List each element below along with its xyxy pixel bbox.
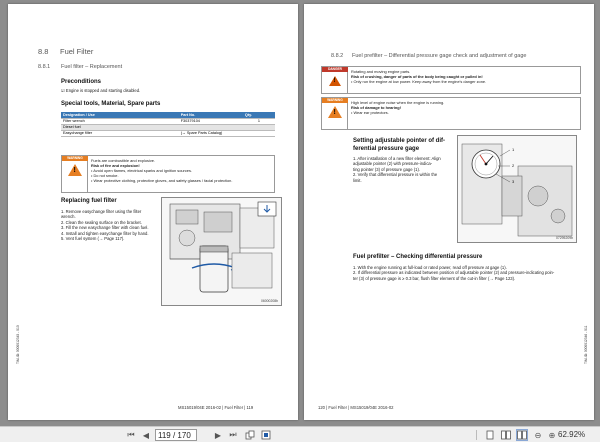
preconditions-heading: Preconditions	[61, 79, 102, 85]
table-cell	[243, 130, 275, 136]
step-line: 2. If differential pressure as indicated between position of adjustable pointer (2) and pressure-indicating poin-	[353, 270, 555, 276]
side-code: TIM-ID: 0000012346 - 011	[584, 325, 588, 364]
section-number: 8.8.2	[331, 53, 344, 59]
step-line: 1. After installation of a new filter element: Align	[353, 156, 441, 161]
warning-label: WARNING	[62, 156, 88, 161]
table-header-cell: Designation / Use	[61, 112, 179, 118]
exclamation-icon: !	[333, 78, 336, 84]
step-line: adjustable pointer (2) with pressure-indica-	[353, 161, 433, 167]
pressure-gage-drawing-icon	[458, 136, 577, 243]
precondition-text: ☑ Engine is stopped and starting disabled.	[61, 88, 141, 93]
step-line: ter (3) of pressure gage is ≥ 0.3 bar, flush filter element of the cut-in filter (→ Page 123).	[353, 275, 516, 281]
viewer-toolbar	[0, 426, 600, 442]
step-line: 1. With the engine running at full-load or rated power, read off pressure at gage (1).	[353, 265, 507, 270]
section-number: 8.8.1	[38, 64, 51, 70]
danger-line: • Only run the engine at low power. Keep away from the engine's danger zone.	[351, 79, 487, 84]
image-code: 07295209b	[556, 236, 573, 240]
zoom-out-icon[interactable]: ⊖	[534, 430, 542, 440]
scroll-icon[interactable]	[516, 429, 528, 441]
fit-icon[interactable]	[260, 429, 272, 441]
warning-line: • Wear protective clothing, protective gloves, and safety glasses / facial protection.	[91, 178, 233, 183]
last-page-icon[interactable]: ⏭	[229, 430, 237, 439]
warning-line: High level of engine noise when the engine is running.	[351, 100, 445, 105]
section-title: Fuel prefilter – Differential pressure gage check and adjustment of gage	[352, 53, 527, 59]
step-line: 2. Verify that differential pressure is within the	[353, 172, 438, 178]
replacing-steps	[61, 209, 161, 241]
step-line: 3. Fill the new easychange filter with clean fuel.	[61, 225, 149, 231]
setting-heading-line-2: ferential pressure gage	[353, 146, 420, 152]
warning-notice	[321, 97, 581, 130]
fuel-filter-illustration	[161, 197, 282, 306]
page-right	[304, 4, 594, 420]
page-footer: 120 | Fuel Filter | MS15019/04E 2016-02	[318, 405, 394, 410]
setting-heading-line-1: Setting adjustable pointer of dif-	[353, 138, 445, 144]
chapter-title: Fuel Filter	[60, 47, 94, 56]
replacing-heading: Replacing fuel filter	[61, 198, 117, 204]
prefilter-heading: Fuel prefilter – Checking differential pressure	[353, 254, 483, 260]
toolbar-separator	[476, 430, 477, 440]
table-header-cell: Part No.	[179, 112, 243, 118]
zoom-in-icon[interactable]: ⊕	[548, 430, 556, 440]
warning-line: • Do not smoke.	[91, 173, 119, 178]
warning-line: Risk of damage to hearing!	[351, 105, 401, 110]
svg-text:1: 1	[512, 147, 515, 152]
warning-body	[348, 98, 447, 129]
table-cell: 1	[243, 118, 275, 124]
exclamation-icon: !	[73, 167, 76, 174]
step-line: 1. Remove easychange filter using the filter	[61, 209, 142, 214]
danger-side	[322, 67, 348, 93]
pressure-gage-illustration	[457, 135, 577, 243]
warning-line: • Wear ear protectors.	[351, 110, 389, 115]
step-line: limit.	[353, 177, 362, 183]
warning-side	[62, 156, 88, 192]
page-left	[8, 4, 298, 420]
table-cell: (→ Spare Parts Catalog)	[179, 130, 243, 136]
warning-side	[322, 98, 348, 129]
danger-line: Risk of crushing, danger of parts of the body being caught or pulled in!	[351, 74, 483, 79]
side-code: TIM-ID: 0000012345 - 010	[16, 325, 20, 364]
single-page-icon[interactable]	[484, 429, 496, 441]
tools-heading: Special tools, Material, Spare parts	[61, 101, 161, 107]
first-page-icon[interactable]: ⏮	[127, 430, 135, 439]
warning-line: • Avoid open flames, electrical sparks and ignition sources.	[91, 168, 192, 173]
danger-line: Rotating and moving engine parts.	[351, 69, 411, 74]
zoom-level[interactable]: 62.92%	[558, 430, 586, 439]
chapter-number: 8.8	[38, 47, 49, 56]
tools-table	[61, 112, 275, 137]
warning-line: Risk of fire and explosion!	[91, 163, 140, 168]
page-footer: MS15019/04E 2016-02 | Fuel Filter | 119	[178, 405, 254, 410]
prev-page-icon[interactable]: ◀	[142, 430, 150, 440]
image-code: 06000208b	[261, 299, 278, 303]
section-title: Fuel filter – Replacement	[61, 64, 123, 70]
danger-notice	[321, 66, 581, 94]
step-line: wrench.	[61, 214, 76, 220]
svg-text:3: 3	[512, 179, 515, 184]
table-header-cell: Qty.	[243, 112, 275, 118]
table-cell: Diesel fuel	[61, 124, 179, 130]
copy-icon[interactable]	[244, 429, 256, 441]
page-number-input[interactable]	[155, 429, 197, 441]
warning-line: Fuels are combustible and explosive.	[91, 158, 156, 163]
danger-body	[348, 67, 489, 93]
warning-body	[88, 156, 235, 192]
step-line: 4. Install and tighten easychange filter by hand.	[61, 230, 149, 236]
warning-notice	[61, 155, 275, 193]
step-line: ting pointer (3) of pressure gage (1).	[353, 166, 421, 172]
table-cell: Easychange filter	[61, 130, 179, 136]
prefilter-steps	[353, 265, 583, 281]
table-row	[61, 130, 275, 136]
danger-label: DANGER	[322, 67, 348, 72]
step-line: 5. Vent fuel system (→ Page 117).	[61, 236, 125, 242]
exclamation-icon: !	[333, 109, 336, 116]
table-cell: F30379104	[179, 118, 243, 124]
setting-steps	[353, 156, 463, 183]
warning-label: WARNING	[322, 98, 348, 103]
table-cell: Filter wrench	[61, 118, 179, 124]
svg-text:2: 2	[512, 163, 515, 168]
step-line: 2. Clean the sealing surface on the bracket.	[61, 219, 142, 225]
next-page-icon[interactable]: ▶	[214, 430, 222, 440]
two-page-icon[interactable]	[500, 429, 512, 441]
engine-drawing-icon	[162, 198, 282, 306]
